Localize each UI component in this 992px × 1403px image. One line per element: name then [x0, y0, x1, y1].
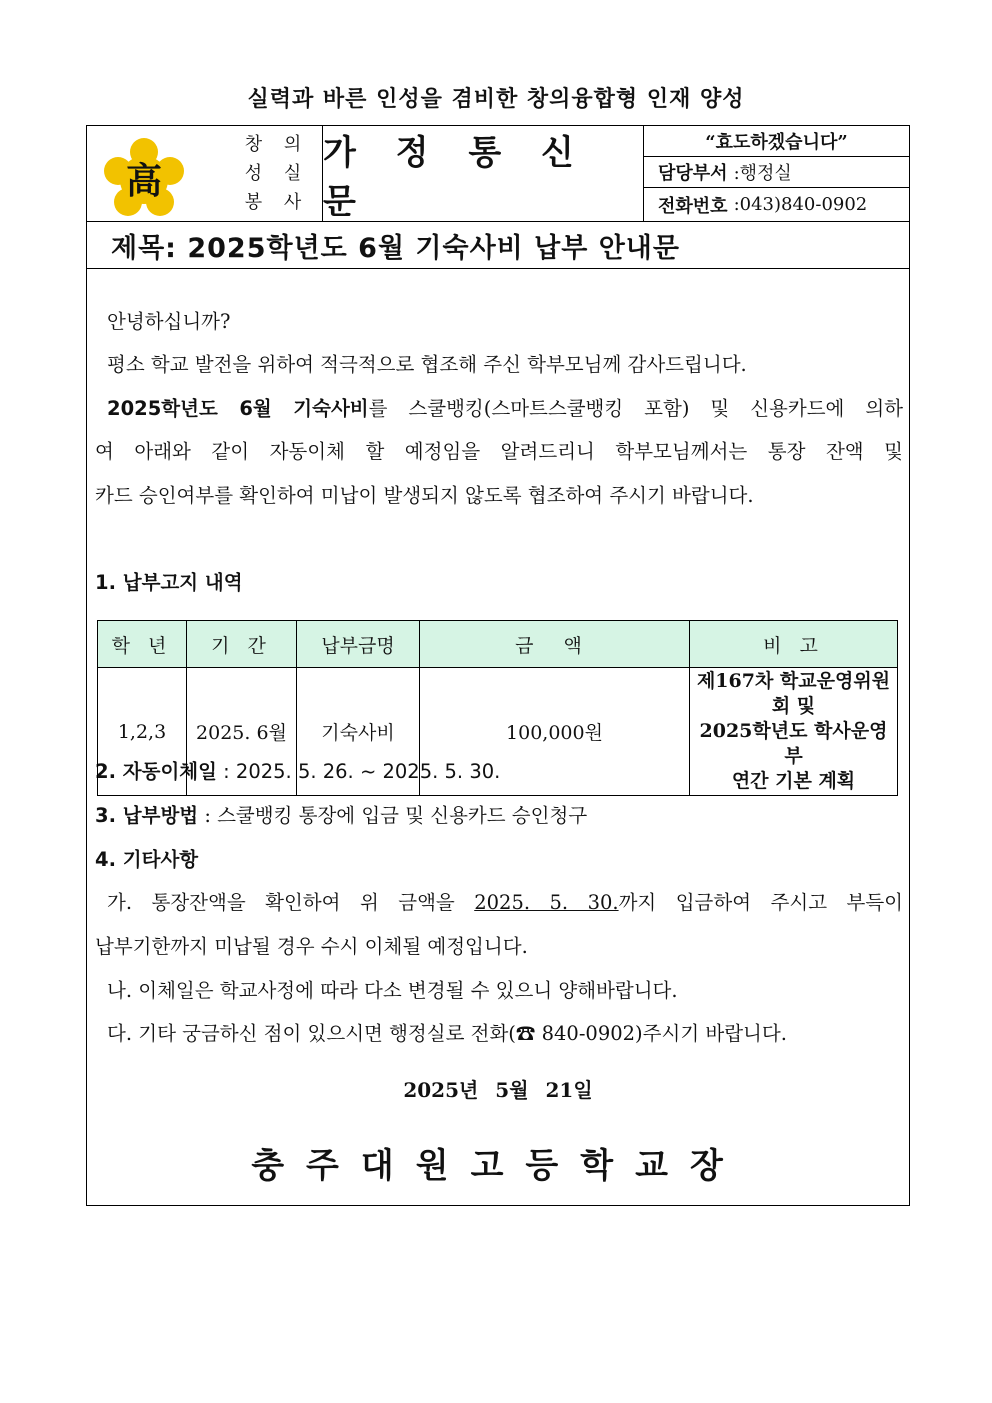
logo-character: 高: [125, 160, 163, 202]
school-emblem-logo: [103, 138, 185, 220]
school-values: [232, 130, 322, 217]
highlight-text: 2025학년도 6월 기숙사비: [107, 397, 369, 420]
fee-name-cell: 기숙사비: [297, 668, 420, 796]
value-2: 성 실: [244, 163, 310, 184]
notice-frame: [86, 125, 910, 1206]
amount-cell: 100,000원: [420, 668, 690, 796]
value-1: 창 의: [244, 134, 310, 155]
grade-cell: 1,2,3: [98, 668, 187, 796]
principal-signature: 충주대원고등학교장: [251, 1146, 745, 1186]
phone-value: :043)840-0902: [733, 194, 868, 215]
item-ga-line2: 납부기한까지 미납될 경우 수시 이체될 예정입니다.: [95, 935, 528, 958]
note-cell: [690, 668, 898, 796]
section-3-label: 3. 납부방법: [95, 804, 199, 827]
note-line: 제167차 학교운영위원회 및: [696, 670, 891, 717]
column-header: 납부금명: [297, 621, 420, 668]
column-header: 학 년: [98, 621, 187, 668]
table-header-row: [98, 621, 898, 668]
intro-paragraph: 평소 학교 발전을 위하여 적극적으로 협조해 주신 학부모님께 감사드립니다.: [107, 353, 747, 376]
item-da: 다. 기타 궁금하신 점이 있으시면 행정실로 전화(☎ 840-0902)주시기 바랍니다.: [107, 1022, 787, 1045]
contact-info: [644, 126, 909, 221]
note-line: 연간 기본 계획: [731, 770, 856, 792]
section-2-label: 2. 자동이체일: [95, 760, 217, 783]
period-cell: 2025. 6월: [187, 668, 297, 796]
paragraph-text: 를 스쿨뱅킹(스마트스쿨뱅킹 포함) 및 신용카드에 의하: [368, 397, 903, 420]
note-line: 2025학년도 학사운영부: [699, 720, 888, 767]
value-3: 봉 사: [244, 192, 310, 213]
phone-row: [644, 188, 909, 221]
payment-table: [97, 620, 898, 796]
column-header: 금 액: [420, 621, 690, 668]
paragraph-line: 카드 승인여부를 확인하여 미납이 발생되지 않도록 협조하여 주시기 바랍니다.: [95, 484, 754, 507]
department-value: :행정실: [733, 163, 792, 184]
department-row: [644, 157, 909, 188]
greeting: 안녕하십니까?: [107, 310, 231, 333]
item-ga-text: 까지 입금하여 주시고 부득이: [618, 891, 903, 914]
section-2-value: : 2025. 5. 26. ~ 2025. 5. 30.: [216, 760, 501, 783]
document-title: 가 정 통 신 문: [323, 132, 588, 222]
school-motto: 실력과 바른 인성을 겸비한 창의융합형 인재 양성: [247, 87, 745, 112]
section-3: [95, 800, 903, 828]
due-date: 2025. 5. 30.: [474, 891, 619, 914]
column-header: 기 간: [187, 621, 297, 668]
subject-title: 제목: 2025학년도 6월 기숙사비 납부 안내문: [111, 233, 680, 264]
column-header: 비 고: [690, 621, 898, 668]
paragraph-line: 여 아래와 같이 자동이체 할 예정임을 알려드리니 학부모님께서는 통장 잔액 및: [95, 440, 903, 463]
section-1-title: 1. 납부고지 내역: [95, 571, 243, 594]
paragraph-line: [107, 393, 903, 421]
item-ga-text: 가. 통장잔액을 확인하여 위 금액을: [107, 891, 455, 914]
table-row: [98, 668, 898, 796]
item-ga: [107, 887, 903, 915]
issue-date: 2025년 5월 21일: [403, 1078, 593, 1102]
slogan: “효도하겠습니다”: [644, 126, 909, 157]
section-4-title: 4. 기타사항: [95, 848, 199, 871]
letterhead: [87, 126, 909, 222]
item-na: 나. 이체일은 학교사정에 따라 다소 변경될 수 있으니 양해바랍니다.: [107, 979, 678, 1002]
section-3-value: : 스쿨뱅킹 통장에 입금 및 신용카드 승인청구: [198, 804, 588, 827]
phone-label: 전화번호: [658, 195, 728, 217]
subject-row: [87, 222, 909, 269]
department-label: 담당부서: [658, 163, 728, 184]
